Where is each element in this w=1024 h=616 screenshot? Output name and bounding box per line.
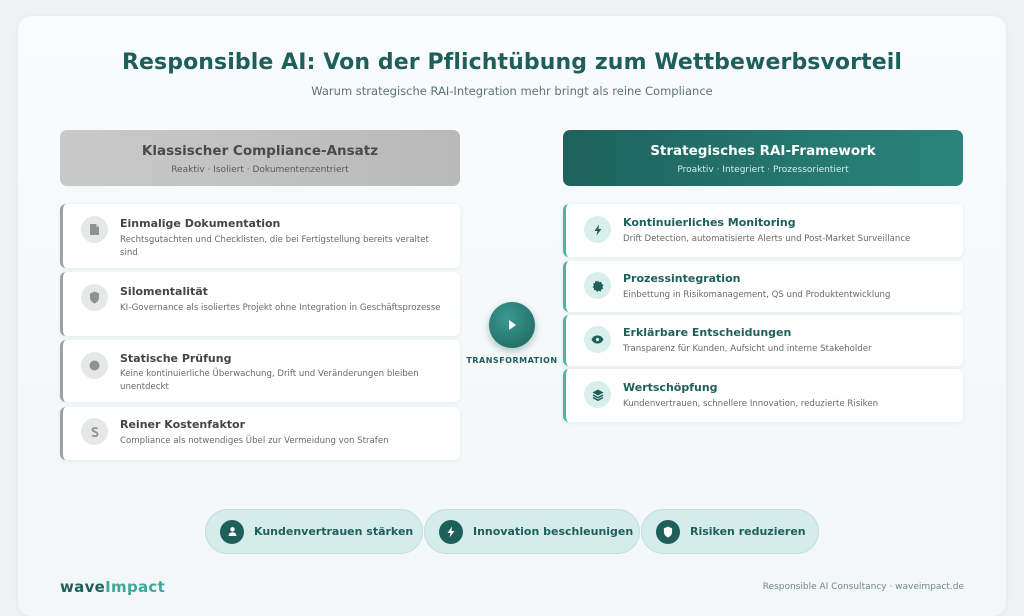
strategic-card-explainable-decisions — [563, 315, 963, 366]
layers-icon — [584, 381, 611, 408]
classic-card-documentation — [60, 204, 460, 268]
user-icon — [220, 520, 244, 544]
card-description: Einbettung in Risikomanagement, QS und Produktentwicklung — [623, 290, 891, 300]
card-description: Keine kontinuierliche Überwachung, Drift und Veränderungen bleiben unentdeckt — [120, 369, 419, 392]
transformation-label: TRANSFORMATION — [466, 356, 558, 365]
benefit-label: Kundenvertrauen stärken — [254, 525, 414, 538]
brand-text-wave: wave — [60, 578, 106, 596]
card-title: Reiner Kostenfaktor — [120, 418, 245, 431]
eye-icon — [584, 326, 611, 353]
card-title: Prozessintegration — [623, 272, 741, 285]
shield-icon — [656, 520, 680, 544]
card-description: Rechtsgutachten und Checklisten, die bei Fertigstellung bereits veraltet sind — [120, 235, 429, 258]
card-title: Einmalige Dokumentation — [120, 217, 281, 230]
dollar-icon — [81, 418, 108, 445]
brand-logo — [60, 578, 165, 596]
lightning-icon — [439, 520, 463, 544]
classic-approach-tags: Reaktiv · Isoliert · Dokumentenzentriert — [171, 165, 349, 175]
card-description: Kundenvertrauen, schnellere Innovation, reduzierte Risiken — [623, 399, 879, 409]
circle-icon — [81, 352, 108, 379]
shield-icon — [81, 284, 108, 311]
benefit-pill-risk-reduction — [641, 509, 819, 554]
classic-approach-header — [60, 130, 460, 186]
strategic-framework-header — [563, 130, 963, 186]
strategic-framework-tags: Proaktiv · Integriert · Prozessorientiert — [677, 165, 849, 175]
card-title: Wertschöpfung — [623, 381, 718, 394]
classic-approach-title: Klassischer Compliance-Ansatz — [141, 143, 379, 159]
benefit-label: Innovation beschleunigen — [473, 525, 634, 538]
transformation-button — [489, 302, 535, 348]
card-description: Transparenz für Kunden, Aufsicht und interne Stakeholder — [623, 344, 872, 354]
strategic-card-value-creation — [563, 369, 963, 422]
card-description: Drift Detection, automatisierte Alerts und Post-Market Surveillance — [623, 234, 911, 244]
card-title: Statische Prüfung — [120, 352, 232, 365]
brand-text-impact: Impact — [105, 578, 166, 596]
card-title: Erklärbare Entscheidungen — [623, 326, 792, 339]
strategic-framework-title: Strategisches RAI-Framework — [650, 143, 876, 159]
play-icon — [507, 316, 517, 335]
gear-icon — [584, 272, 611, 299]
benefit-pill-customer-trust — [205, 509, 423, 554]
card-title: Silomentalität — [120, 285, 208, 298]
page-subtitle: Warum strategische RAI-Integration mehr bringt als reine Compliance — [311, 84, 713, 98]
classic-card-silo — [60, 272, 460, 336]
footer-note: Responsible AI Consultancy · waveimpact.de — [762, 582, 964, 592]
classic-card-static-review — [60, 340, 460, 402]
classic-card-cost-factor — [60, 407, 460, 460]
page-title: Responsible AI: Von der Pflichtübung zum Wettbewerbsvorteil — [121, 50, 903, 75]
card-title: Kontinuierliches Monitoring — [623, 216, 796, 229]
card-description: Compliance als notwendiges Übel zur Vermeidung von Strafen — [120, 436, 389, 446]
document-icon — [81, 216, 108, 243]
card-description: KI-Governance als isoliertes Projekt ohne Integration in Geschäftsprozesse — [120, 303, 441, 313]
strategic-card-monitoring — [563, 204, 963, 257]
strategic-card-process-integration — [563, 261, 963, 312]
lightning-icon — [584, 216, 611, 243]
benefit-pill-innovation — [424, 509, 640, 554]
benefit-label: Risiken reduzieren — [690, 525, 806, 538]
